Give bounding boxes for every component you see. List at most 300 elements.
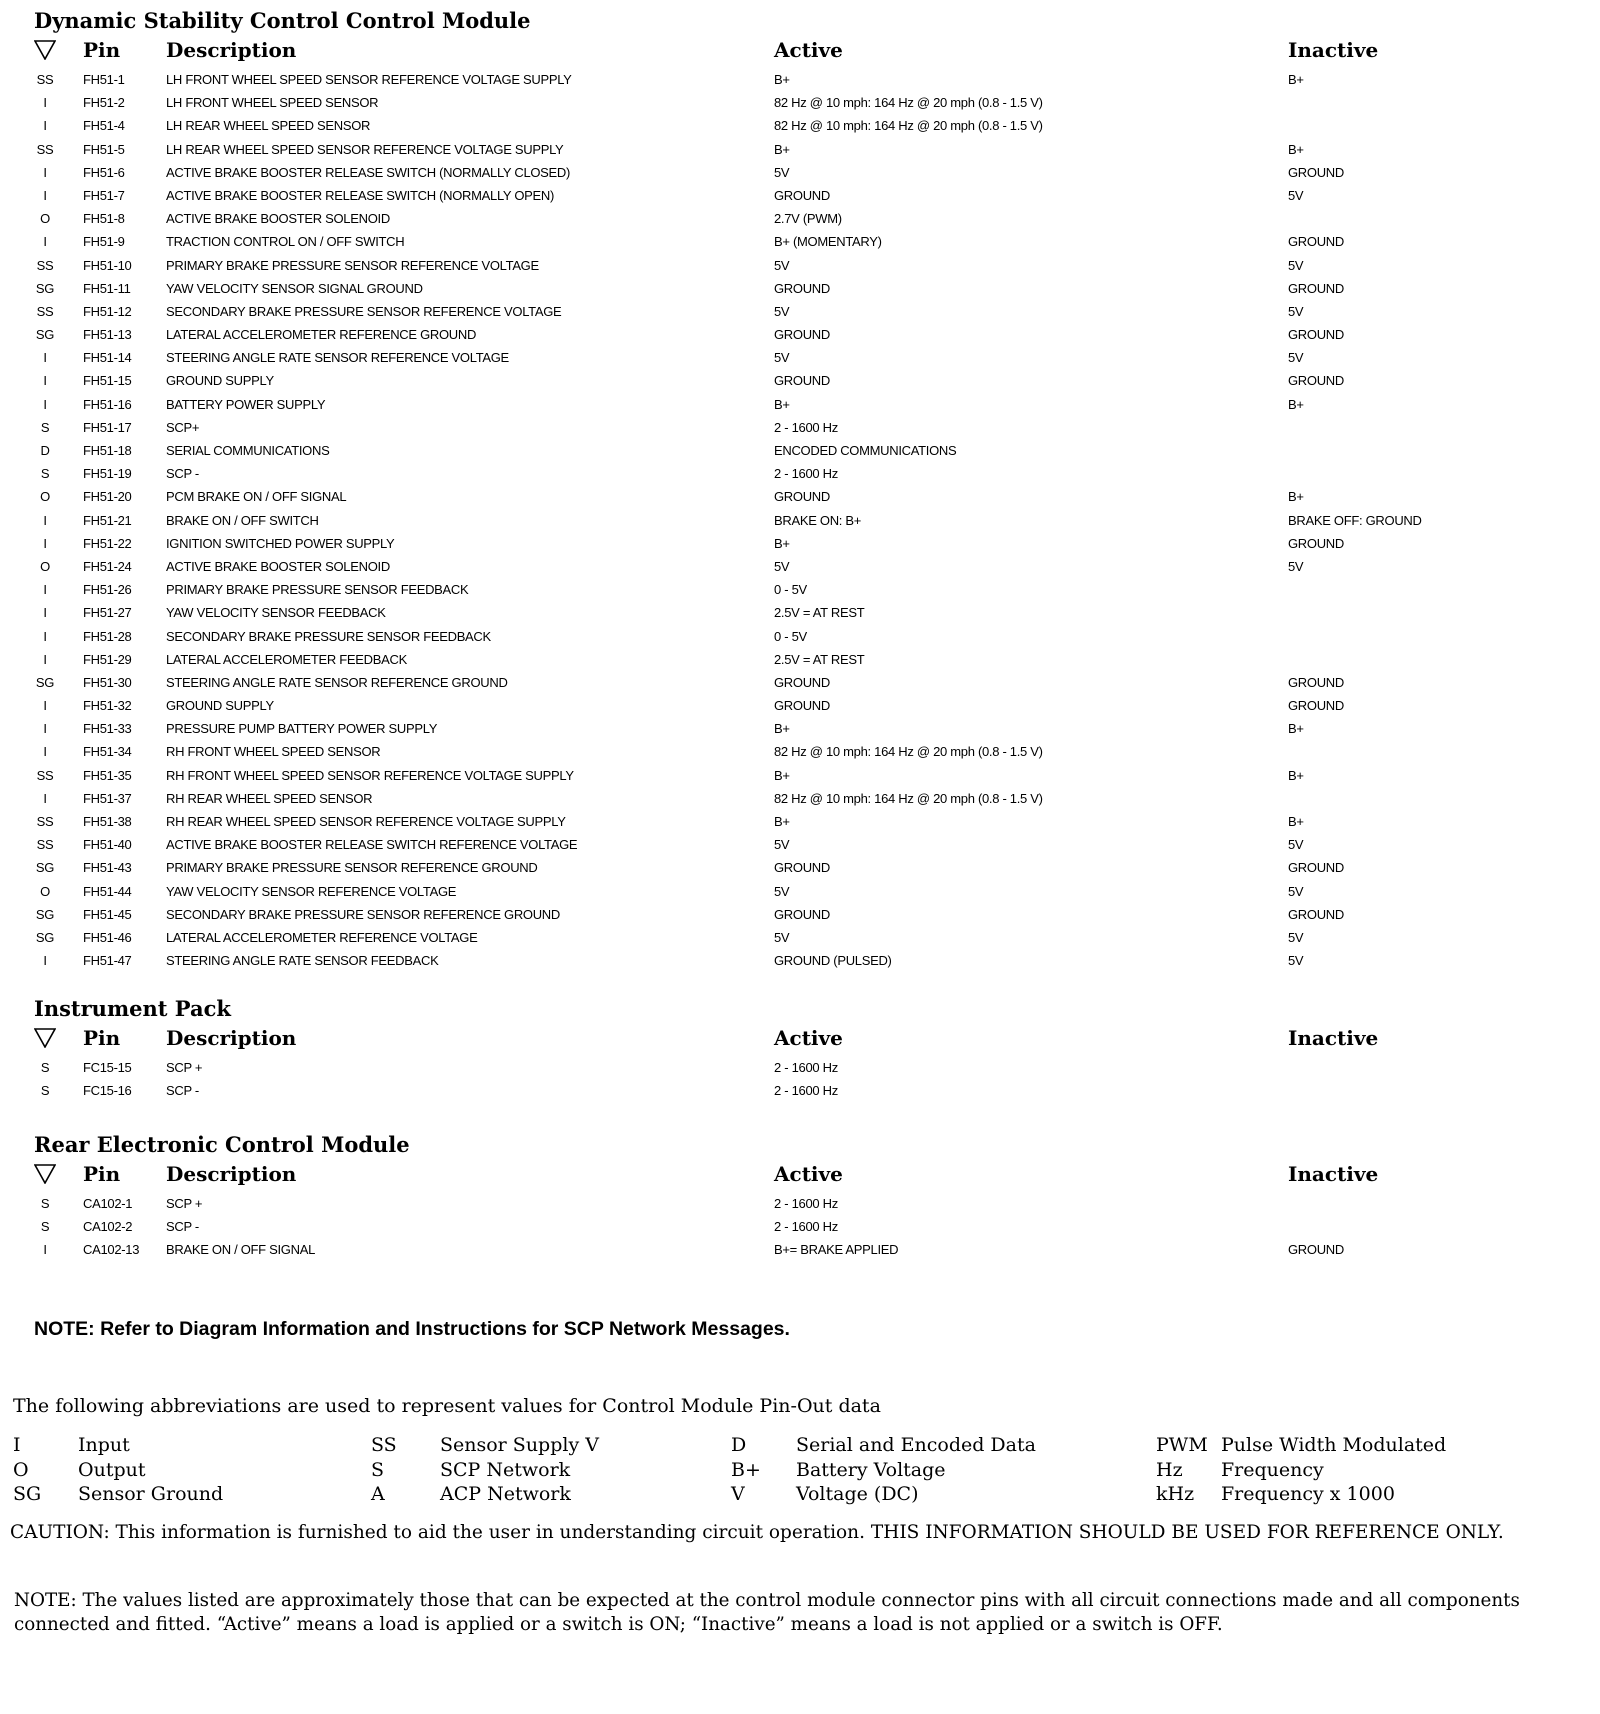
column-header-description: Description: [166, 38, 297, 62]
section-title: Instrument Pack: [34, 996, 231, 1021]
pin-description: SECONDARY BRAKE PRESSURE SENSOR REFERENCE GROUND: [166, 906, 560, 922]
circuit-type: SG: [35, 906, 55, 922]
active-value: B+: [774, 141, 790, 157]
pin-number: FH51-43: [83, 860, 132, 876]
active-value: 5V: [774, 837, 790, 853]
section-title: Dynamic Stability Control Control Module: [34, 8, 531, 33]
pin-description: LH FRONT WHEEL SPEED SENSOR REFERENCE VOLTAGE SUPPLY: [166, 72, 572, 87]
pin-number: FH51-14: [83, 350, 132, 366]
table-row: [34, 300, 1534, 323]
table-row: [34, 462, 1534, 485]
active-value: 5V: [774, 350, 790, 366]
pin-description: SCP -: [166, 1083, 199, 1099]
table-row: [34, 439, 1534, 462]
pin-number: FH51-6: [83, 164, 125, 180]
table-row: [34, 787, 1534, 810]
pin-description: SCP +: [166, 1196, 203, 1211]
table-row: [34, 346, 1534, 369]
circuit-type: SS: [36, 303, 54, 319]
pin-description: BRAKE ON / OFF SIGNAL: [166, 1242, 316, 1258]
pin-description: SCP+: [166, 419, 200, 435]
table-row: [34, 254, 1534, 277]
pin-number: FH51-47: [83, 953, 132, 969]
circuit-type: S: [40, 1219, 50, 1235]
pin-number: FH51-8: [83, 211, 125, 227]
active-value: GROUND (PULSED): [774, 953, 892, 969]
table-row: [34, 1192, 1534, 1215]
circuit-type: I: [43, 953, 47, 969]
inactive-value: B+: [1288, 396, 1304, 412]
active-value: B+: [774, 72, 790, 87]
inactive-value: 5V: [1288, 883, 1304, 899]
abbreviation-code: S: [371, 1458, 385, 1481]
pin-number: FH51-28: [83, 628, 132, 644]
pin-number: CA102-2: [83, 1219, 133, 1235]
circuit-type-triangle-icon: [34, 1028, 56, 1048]
active-value: 2 - 1600 Hz: [774, 419, 838, 435]
table-row: [34, 671, 1534, 694]
inactive-value: GROUND: [1288, 860, 1344, 876]
active-value: 0 - 5V: [774, 582, 807, 598]
table-row: [34, 114, 1534, 137]
active-value: 5V: [774, 257, 790, 273]
pin-number: FH51-29: [83, 651, 132, 667]
active-value: B+: [774, 396, 790, 412]
circuit-type: I: [43, 1242, 47, 1258]
table-row: [34, 578, 1534, 601]
pin-description: SECONDARY BRAKE PRESSURE SENSOR REFERENCE VOLTAGE: [166, 303, 562, 319]
table-row: [34, 740, 1534, 763]
pin-description: RH REAR WHEEL SPEED SENSOR REFERENCE VOLTAGE SUPPLY: [166, 814, 566, 829]
inactive-value: B+: [1288, 489, 1304, 505]
table-row: [34, 207, 1534, 230]
pin-number: FC15-16: [83, 1083, 132, 1099]
active-value: GROUND: [774, 373, 830, 389]
pin-description: ACTIVE BRAKE BOOSTER SOLENOID: [166, 558, 390, 574]
pin-number: FH51-13: [83, 327, 132, 343]
pin-number: FH51-33: [83, 721, 132, 737]
abbreviations-legend: [13, 1434, 1513, 1509]
circuit-type-triangle-icon: [34, 40, 56, 60]
active-value: 2 - 1600 Hz: [774, 1083, 838, 1099]
pin-number: FH51-17: [83, 419, 132, 435]
circuit-type: I: [43, 605, 47, 621]
abbreviation-meaning: Battery Voltage: [796, 1458, 946, 1481]
pin-number: FH51-2: [83, 95, 125, 111]
abbreviation-meaning: Sensor Supply V: [440, 1434, 599, 1456]
pin-description: LH REAR WHEEL SPEED SENSOR REFERENCE VOLTAGE SUPPLY: [166, 141, 564, 157]
pin-number: FH51-9: [83, 234, 125, 250]
pin-number: FH51-44: [83, 883, 132, 899]
abbreviations-intro: The following abbreviations are used to represent values for Control Module Pin-Out data: [13, 1395, 881, 1417]
active-value: 2.7V (PWM): [774, 211, 842, 227]
pin-description: SCP -: [166, 466, 199, 482]
active-value: 2 - 1600 Hz: [774, 1060, 838, 1075]
pin-description: YAW VELOCITY SENSOR FEEDBACK: [166, 605, 386, 621]
abbreviation-code: A: [371, 1483, 385, 1505]
active-value: 5V: [774, 303, 790, 319]
active-value: 0 - 5V: [774, 628, 807, 644]
pin-description: STEERING ANGLE RATE SENSOR FEEDBACK: [166, 953, 439, 969]
pin-description: GROUND SUPPLY: [166, 698, 274, 714]
circuit-type: I: [43, 744, 47, 760]
pin-number: FH51-4: [83, 118, 125, 134]
inactive-value: 5V: [1288, 350, 1304, 366]
circuit-type: SS: [36, 814, 54, 829]
pin-description: PRIMARY BRAKE PRESSURE SENSOR REFERENCE GROUND: [166, 860, 538, 876]
active-value: 5V: [774, 929, 790, 945]
abbreviation-code: V: [731, 1483, 745, 1505]
table-row: [34, 91, 1534, 114]
table-row: [34, 323, 1534, 346]
pin-number: FH51-30: [83, 674, 132, 690]
circuit-type: SS: [36, 837, 54, 853]
circuit-type: I: [43, 95, 47, 111]
pin-description: RH REAR WHEEL SPEED SENSOR: [166, 790, 373, 806]
abbreviation-meaning: Output: [78, 1458, 146, 1481]
table-row: [34, 138, 1534, 161]
abbreviation-meaning: Sensor Ground: [78, 1483, 224, 1505]
pin-number: FH51-19: [83, 466, 132, 482]
table-row: [34, 764, 1534, 787]
pin-description: SECONDARY BRAKE PRESSURE SENSOR FEEDBACK: [166, 628, 491, 644]
table-row: [34, 509, 1534, 532]
inactive-value: 5V: [1288, 837, 1304, 853]
circuit-type: SG: [35, 280, 55, 296]
pin-description: GROUND SUPPLY: [166, 373, 274, 389]
pin-number: FH51-35: [83, 767, 132, 783]
pin-number: FH51-26: [83, 582, 132, 598]
pin-description: TRACTION CONTROL ON / OFF SWITCH: [166, 234, 405, 250]
abbreviation-meaning: ACP Network: [440, 1483, 571, 1505]
pin-number: FH51-7: [83, 187, 125, 203]
inactive-value: 5V: [1288, 953, 1304, 969]
active-value: ENCODED COMMUNICATIONS: [774, 443, 957, 458]
circuit-type: SS: [36, 257, 54, 273]
circuit-type: I: [43, 396, 47, 412]
active-value: GROUND: [774, 489, 830, 505]
column-header-description: Description: [166, 1026, 297, 1050]
circuit-type: S: [40, 1060, 50, 1075]
pin-number: FH51-40: [83, 837, 132, 853]
pin-number: FH51-20: [83, 489, 132, 505]
column-header-inactive: Inactive: [1288, 38, 1379, 62]
pin-number: FH51-32: [83, 698, 132, 714]
abbreviation-code: O: [13, 1458, 29, 1481]
circuit-type: SS: [36, 72, 54, 87]
table-row: [34, 601, 1534, 624]
active-value: 2 - 1600 Hz: [774, 466, 838, 482]
inactive-value: 5V: [1288, 257, 1304, 273]
table-row: [34, 555, 1534, 578]
table-row: [34, 1215, 1534, 1238]
abbreviation-meaning: Frequency x 1000: [1221, 1483, 1395, 1505]
table-row: [34, 161, 1534, 184]
active-value: GROUND: [774, 906, 830, 922]
circuit-type: SG: [35, 327, 55, 343]
pin-description: IGNITION SWITCHED POWER SUPPLY: [166, 535, 395, 551]
abbreviation-meaning: Pulse Width Modulated: [1221, 1434, 1447, 1456]
active-value: 2 - 1600 Hz: [774, 1196, 838, 1211]
circuit-type: I: [43, 698, 47, 714]
pin-description: SERIAL COMMUNICATIONS: [166, 443, 330, 458]
active-value: 2.5V = AT REST: [774, 651, 865, 667]
table-row: [34, 1238, 1534, 1261]
pin-description: PRIMARY BRAKE PRESSURE SENSOR REFERENCE VOLTAGE: [166, 257, 539, 273]
active-value: GROUND: [774, 280, 830, 296]
column-header-description: Description: [166, 1162, 297, 1186]
circuit-type: I: [43, 350, 47, 366]
inactive-value: 5V: [1288, 929, 1304, 945]
active-value: GROUND: [774, 698, 830, 714]
abbreviation-code: Hz: [1156, 1458, 1183, 1481]
table-header: [34, 34, 1534, 68]
pin-number: FH51-21: [83, 512, 132, 528]
circuit-type: O: [40, 489, 50, 505]
pinout-section: [34, 996, 1534, 1102]
active-value: 82 Hz @ 10 mph: 164 Hz @ 20 mph (0.8 - 1.5 V): [774, 744, 1043, 760]
abbreviation-meaning: Frequency: [1221, 1458, 1324, 1481]
pin-number: CA102-1: [83, 1196, 133, 1211]
column-header-pin: Pin: [83, 38, 121, 62]
circuit-type: S: [40, 1196, 50, 1211]
inactive-value: GROUND: [1288, 535, 1344, 551]
column-header-active: Active: [774, 38, 843, 62]
pin-description: STEERING ANGLE RATE SENSOR REFERENCE GROUND: [166, 674, 508, 690]
pin-number: FH51-16: [83, 396, 132, 412]
pin-description: RH FRONT WHEEL SPEED SENSOR: [166, 744, 381, 760]
circuit-type: I: [43, 535, 47, 551]
circuit-type: I: [43, 721, 47, 737]
pin-number: FH51-18: [83, 443, 132, 458]
column-header-inactive: Inactive: [1288, 1162, 1379, 1186]
inactive-value: 5V: [1288, 303, 1304, 319]
active-value: GROUND: [774, 187, 830, 203]
pin-number: FH51-34: [83, 744, 132, 760]
pin-description: STEERING ANGLE RATE SENSOR REFERENCE VOLTAGE: [166, 350, 509, 366]
table-row: [34, 833, 1534, 856]
pin-number: CA102-13: [83, 1242, 140, 1258]
table-row: [34, 880, 1534, 903]
table-row: [34, 856, 1534, 879]
table-row: [34, 369, 1534, 392]
active-value: GROUND: [774, 860, 830, 876]
table-row: [34, 1079, 1534, 1102]
inactive-value: GROUND: [1288, 373, 1344, 389]
table-row: [34, 625, 1534, 648]
active-value: 2.5V = AT REST: [774, 605, 865, 621]
active-value: 5V: [774, 164, 790, 180]
table-row: [34, 184, 1534, 207]
circuit-type: SG: [35, 929, 55, 945]
inactive-value: GROUND: [1288, 164, 1344, 180]
pin-number: FH51-1: [83, 72, 125, 87]
circuit-type: I: [43, 628, 47, 644]
pin-number: FH51-27: [83, 605, 132, 621]
pin-description: SCP +: [166, 1060, 203, 1075]
abbreviation-meaning: Serial and Encoded Data: [796, 1434, 1036, 1456]
caution-text: CAUTION: This information is furnished to aid the user in understanding circuit operation. THIS INFORMATION SHOULD BE USED FOR REFERENCE ONLY.: [10, 1522, 1504, 1543]
pin-description: PCM BRAKE ON / OFF SIGNAL: [166, 489, 347, 505]
active-value: 5V: [774, 883, 790, 899]
pin-description: LATERAL ACCELEROMETER FEEDBACK: [166, 651, 407, 667]
circuit-type: I: [43, 118, 47, 134]
table-row: [34, 926, 1534, 949]
circuit-type: S: [40, 1083, 50, 1099]
pin-number: FH51-5: [83, 141, 125, 157]
circuit-type: D: [40, 443, 50, 458]
abbreviation-meaning: Voltage (DC): [796, 1483, 919, 1505]
table-row: [34, 949, 1534, 972]
circuit-type: SG: [35, 674, 55, 690]
table-row: [34, 1056, 1534, 1079]
circuit-type: I: [43, 512, 47, 528]
column-header-pin: Pin: [83, 1162, 121, 1186]
abbreviation-code: I: [13, 1434, 21, 1456]
inactive-value: B+: [1288, 141, 1304, 157]
table-row: [34, 903, 1534, 926]
pin-description: RH FRONT WHEEL SPEED SENSOR REFERENCE VOLTAGE SUPPLY: [166, 767, 574, 783]
pin-number: FH51-11: [83, 280, 131, 296]
active-value: 5V: [774, 558, 790, 574]
active-value: GROUND: [774, 327, 830, 343]
pin-description: YAW VELOCITY SENSOR SIGNAL GROUND: [166, 280, 423, 296]
abbreviation-code: SG: [13, 1483, 42, 1505]
pin-number: FH51-38: [83, 814, 132, 829]
circuit-type: SG: [35, 860, 55, 876]
inactive-value: GROUND: [1288, 327, 1344, 343]
abbreviation-code: D: [731, 1434, 747, 1456]
values-note: NOTE: The values listed are approximately those that can be expected at the control module connector pins with all circuit connections made and all components connected and fitted. “Active” means a load is applied or a switch is ON; “Inactive” means a load is not applied or a switch is OFF.: [14, 1590, 1520, 1635]
pin-description: LH FRONT WHEEL SPEED SENSOR: [166, 95, 379, 111]
circuit-type: I: [43, 582, 47, 598]
active-value: B+: [774, 721, 790, 737]
abbreviation-code: PWM: [1156, 1434, 1208, 1456]
inactive-value: 5V: [1288, 187, 1304, 203]
inactive-value: BRAKE OFF: GROUND: [1288, 512, 1422, 528]
circuit-type: O: [40, 211, 50, 227]
pin-description: BRAKE ON / OFF SWITCH: [166, 512, 319, 528]
inactive-value: GROUND: [1288, 674, 1344, 690]
pin-description: YAW VELOCITY SENSOR REFERENCE VOLTAGE: [166, 883, 457, 899]
circuit-type: I: [43, 187, 47, 203]
pin-description: PRIMARY BRAKE PRESSURE SENSOR FEEDBACK: [166, 582, 469, 598]
pin-description: LATERAL ACCELEROMETER REFERENCE GROUND: [166, 327, 477, 343]
inactive-value: GROUND: [1288, 698, 1344, 714]
pin-description: PRESSURE PUMP BATTERY POWER SUPPLY: [166, 721, 438, 737]
abbreviation-code: kHz: [1156, 1483, 1195, 1505]
circuit-type: I: [43, 790, 47, 806]
inactive-value: B+: [1288, 814, 1304, 829]
circuit-type: I: [43, 234, 47, 250]
pin-description: LH REAR WHEEL SPEED SENSOR: [166, 118, 371, 134]
table-header: [34, 1022, 1534, 1056]
circuit-type: I: [43, 164, 47, 180]
active-value: B+: [774, 767, 790, 783]
inactive-value: GROUND: [1288, 280, 1344, 296]
table-row: [34, 68, 1534, 91]
abbreviation-code: SS: [371, 1434, 397, 1456]
circuit-type: O: [40, 883, 50, 899]
circuit-type: O: [40, 558, 50, 574]
active-value: B+: [774, 535, 790, 551]
pin-description: LATERAL ACCELEROMETER REFERENCE VOLTAGE: [166, 929, 478, 945]
pin-description: ACTIVE BRAKE BOOSTER SOLENOID: [166, 211, 390, 227]
column-header-active: Active: [774, 1026, 843, 1050]
pin-number: FH51-22: [83, 535, 132, 551]
pin-description: BATTERY POWER SUPPLY: [166, 396, 326, 412]
pin-number: FH51-37: [83, 790, 132, 806]
pin-number: FC15-15: [83, 1060, 132, 1075]
active-value: 82 Hz @ 10 mph: 164 Hz @ 20 mph (0.8 - 1.5 V): [774, 118, 1043, 134]
active-value: 82 Hz @ 10 mph: 164 Hz @ 20 mph (0.8 - 1.5 V): [774, 790, 1043, 806]
abbreviation-meaning: SCP Network: [440, 1458, 571, 1481]
column-header-pin: Pin: [83, 1026, 121, 1050]
pin-number: FH51-45: [83, 906, 132, 922]
table-row: [34, 393, 1534, 416]
circuit-type-triangle-icon: [34, 1164, 56, 1184]
table-row: [34, 694, 1534, 717]
table-row: [34, 717, 1534, 740]
pinout-section: [34, 8, 1534, 972]
table-row: [34, 230, 1534, 253]
circuit-type: I: [43, 651, 47, 667]
pinout-section: [34, 1132, 1534, 1262]
table-header: [34, 1158, 1534, 1192]
pin-number: FH51-15: [83, 373, 132, 389]
circuit-type: S: [40, 466, 50, 482]
active-value: BRAKE ON: B+: [774, 512, 862, 528]
active-value: 2 - 1600 Hz: [774, 1219, 838, 1235]
table-row: [34, 810, 1534, 833]
pin-description: ACTIVE BRAKE BOOSTER RELEASE SWITCH (NORMALLY OPEN): [166, 187, 555, 203]
circuit-type: S: [40, 419, 50, 435]
section-title: Rear Electronic Control Module: [34, 1132, 410, 1157]
column-header-active: Active: [774, 1162, 843, 1186]
circuit-type: SS: [36, 141, 54, 157]
column-header-inactive: Inactive: [1288, 1026, 1379, 1050]
abbreviation-code: B+: [731, 1458, 761, 1481]
inactive-value: B+: [1288, 721, 1304, 737]
active-value: B+: [774, 814, 790, 829]
circuit-type: SS: [36, 767, 54, 783]
pin-number: FH51-24: [83, 558, 132, 574]
table-row: [34, 485, 1534, 508]
table-row: [34, 532, 1534, 555]
pin-number: FH51-10: [83, 257, 132, 273]
active-value: B+= BRAKE APPLIED: [774, 1242, 899, 1258]
inactive-value: B+: [1288, 72, 1304, 87]
inactive-value: GROUND: [1288, 906, 1344, 922]
active-value: 82 Hz @ 10 mph: 164 Hz @ 20 mph (0.8 - 1.5 V): [774, 95, 1043, 111]
table-row: [34, 277, 1534, 300]
active-value: GROUND: [774, 674, 830, 690]
inactive-value: GROUND: [1288, 234, 1344, 250]
scp-note: NOTE: Refer to Diagram Information and Instructions for SCP Network Messages.: [34, 1318, 790, 1340]
inactive-value: GROUND: [1288, 1242, 1344, 1258]
pin-description: SCP -: [166, 1219, 199, 1235]
circuit-type: I: [43, 373, 47, 389]
inactive-value: B+: [1288, 767, 1304, 783]
table-row: [34, 416, 1534, 439]
active-value: B+ (MOMENTARY): [774, 234, 882, 250]
inactive-value: 5V: [1288, 558, 1304, 574]
abbreviation-meaning: Input: [78, 1434, 130, 1456]
pin-number: FH51-12: [83, 303, 132, 319]
pin-description: ACTIVE BRAKE BOOSTER RELEASE SWITCH (NORMALLY CLOSED): [166, 164, 571, 180]
pin-number: FH51-46: [83, 929, 132, 945]
pin-description: ACTIVE BRAKE BOOSTER RELEASE SWITCH REFERENCE VOLTAGE: [166, 837, 578, 853]
